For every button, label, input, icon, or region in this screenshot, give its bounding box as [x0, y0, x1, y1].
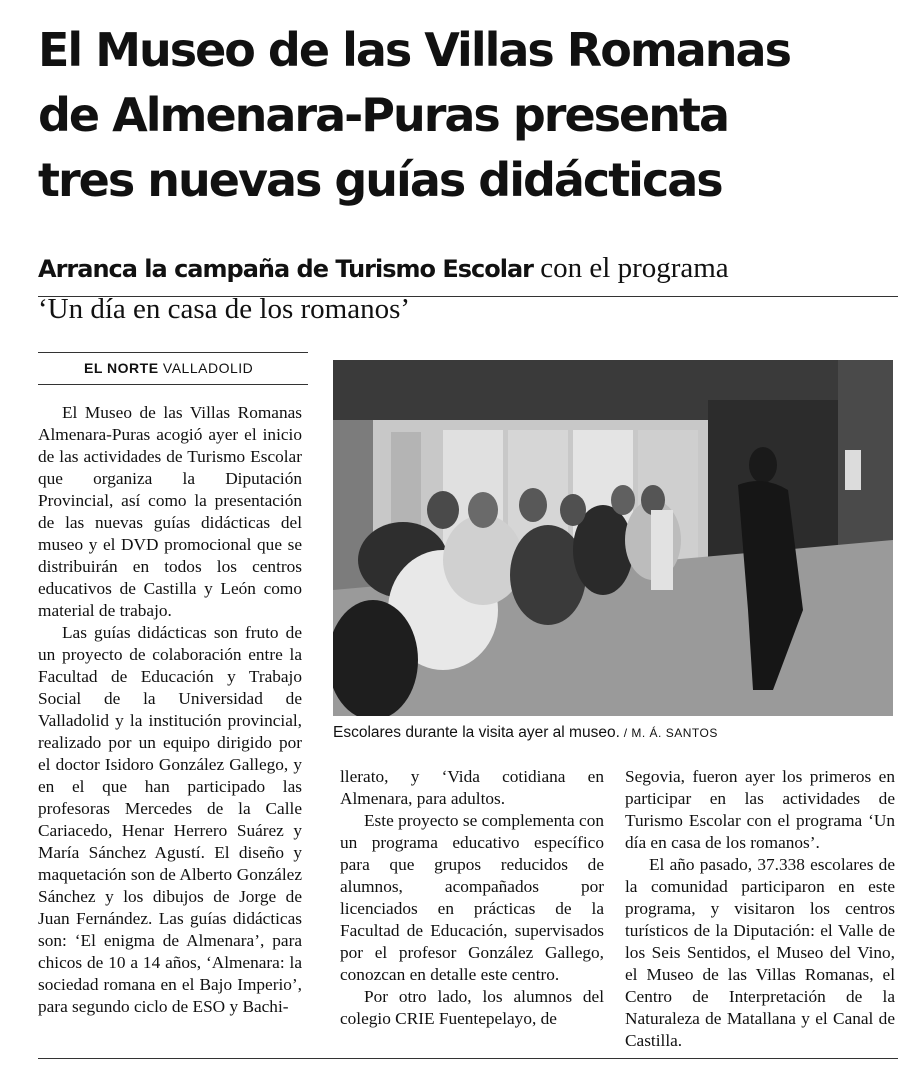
subheadline-rest: con el programa: [533, 252, 729, 284]
photo-caption: [333, 724, 893, 742]
subheadline-line-2: ‘Un día en casa de los romanos’: [38, 293, 411, 325]
paragraph: Por otro lado, los alumnos del colegio CRIE Fuentepelayo, de: [340, 987, 604, 1028]
byline-city: VALLADOLID: [158, 360, 254, 376]
article-column-3: [625, 766, 895, 1052]
byline: [84, 360, 253, 376]
byline-rule-bottom: [38, 384, 308, 385]
paragraph: llerato, y ‘Vida cotidiana en Almenara, para adultos.: [340, 767, 604, 808]
subheadline-line-1: [38, 248, 898, 289]
byline-rule-top: [38, 352, 308, 353]
article-bottom-rule: [38, 1058, 898, 1059]
article-column-2: [340, 766, 604, 1030]
paragraph: El año pasado, 37.338 escolares de la comunidad participaron en este programa, y visitaron los centros turísticos de la Diputación: el Valle de los Seis Sentidos, el Museo del Vino, el Museo de las Villas Romanas, el Centro de Interpretación de la Naturaleza de Matallana y el Canal de Castilla.: [625, 855, 895, 1050]
paragraph: Este proyecto se complementa con un programa educativo específico para que grupos reducidos de alumnos, acompañados por licenciados en prácticas de la Facultad de Educación, supervisados por el profesor González Gallego, conozcan en detalle este centro.: [340, 811, 604, 984]
caption-text: Escolares durante la visita ayer al museo.: [333, 724, 620, 741]
photo-credit: / M. Á. SANTOS: [619, 726, 718, 740]
headline: [38, 18, 898, 213]
article-column-1: [38, 402, 302, 1018]
subheadline-bold: Arranca la campaña de Turismo Escolar: [38, 255, 534, 283]
article-photo: [333, 360, 893, 716]
headline-line-2: de Almenara-Puras presenta: [38, 88, 728, 142]
headline-line-1: El Museo de las Villas Romanas: [38, 23, 790, 77]
subheadline: [38, 248, 898, 329]
headline-line-3: tres nuevas guías didácticas: [38, 153, 722, 207]
subhead-divider: [38, 296, 898, 297]
paragraph: El Museo de las Villas Romanas Almenara-Puras acogió ayer el inicio de las actividades de Turismo Escolar que organiza la Diputación Provincial, así como la presentación de las nuevas guías didácticas del museo y el DVD promocional que se distribuirán en todos los centros educativos de Castilla y León como material de trabajo.: [38, 403, 302, 620]
paragraph: Las guías didácticas son fruto de un proyecto de colaboración entre la Facultad de Educación y Trabajo Social de la Universidad de Valladolid y la institución provincial, realizado por un equipo dirigido por el doctor Isidoro González Gallego, y en el que han participado las profesoras Mercedes de la Calle Cariacedo, Henar Herrero Suárez y María Sánchez Agustí. El diseño y maquetación son de Alberto González Sánchez y los dibujos de Jorge de Juan Fernández. Las guías didácticas son: ‘El enigma de Almenara’, para chicos de 10 a 14 años, ‘Almenara: la sociedad romana en el Bajo Imperio’, para segundo ciclo de ESO y Bachi-: [38, 623, 302, 1016]
paragraph: Segovia, fueron ayer los primeros en participar en las actividades de Turismo Escolar con el programa ‘Un día en casa de los romanos’.: [625, 767, 895, 852]
byline-paper: EL NORTE: [84, 360, 159, 376]
photo-illustration: [333, 360, 893, 716]
